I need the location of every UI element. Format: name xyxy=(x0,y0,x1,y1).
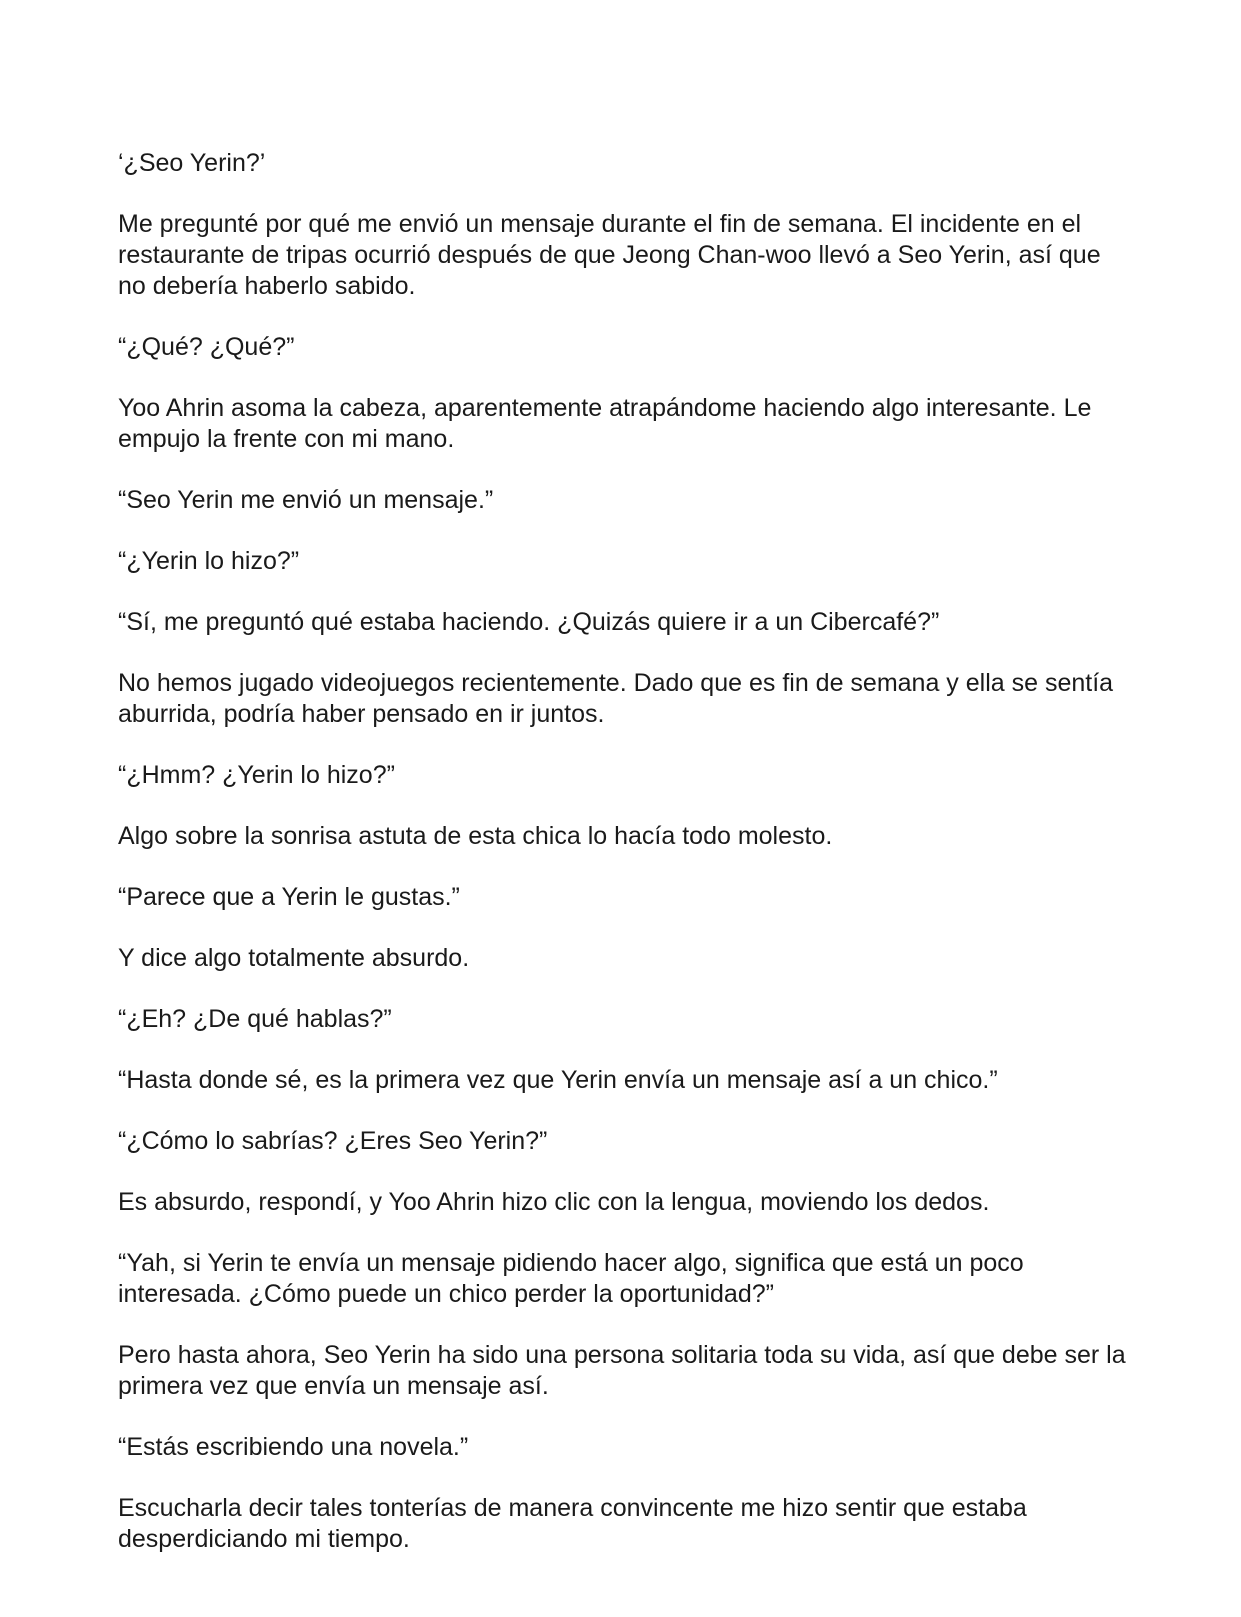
paragraph-narration: No hemos jugado videojuegos recientemente. Dado que es fin de semana y ella se sentía aburrida, podría haber pensado en ir juntos. xyxy=(118,669,1114,728)
paragraph-dialogue: “Sí, me preguntó qué estaba haciendo. ¿Quizás quiere ir a un Cibercafé?” xyxy=(118,608,940,636)
paragraph-dialogue: “Estás escribiendo una novela.” xyxy=(118,1433,469,1461)
paragraph-narration: Es absurdo, respondí, y Yoo Ahrin hizo clic con la lengua, moviendo los dedos. xyxy=(118,1188,990,1216)
paragraph-dialogue: “Seo Yerin me envió un mensaje.” xyxy=(118,486,494,514)
paragraph-dialogue: “Hasta donde sé, es la primera vez que Yerin envía un mensaje así a un chico.” xyxy=(118,1066,998,1094)
paragraph-dialogue: “¿Qué? ¿Qué?” xyxy=(118,333,295,361)
paragraph-dialogue: “Yah, si Yerin te envía un mensaje pidiendo hacer algo, significa que está un poco interesada. ¿Cómo puede un chico perder la oportunidad?” xyxy=(118,1249,1024,1308)
paragraph-narration: Yoo Ahrin asoma la cabeza, aparentemente atrapándome haciendo algo interesante. Le empujo la frente con mi mano. xyxy=(118,394,1092,453)
paragraph-narration: Y dice algo totalmente absurdo. xyxy=(118,944,470,972)
paragraph-dialogue: “¿Cómo lo sabrías? ¿Eres Seo Yerin?” xyxy=(118,1127,548,1155)
paragraph-narration: Me pregunté por qué me envió un mensaje durante el fin de semana. El incidente en el restaurante de tripas ocurrió después de que Jeong Chan-woo llevó a Seo Yerin, así que no debería haberlo sabido. xyxy=(118,210,1101,300)
paragraph-dialogue: “Parece que a Yerin le gustas.” xyxy=(118,883,460,911)
paragraph-dialogue: “¿Yerin lo hizo?” xyxy=(118,547,300,575)
paragraph-dialogue: “¿Eh? ¿De qué hablas?” xyxy=(118,1005,392,1033)
document-body xyxy=(118,148,1128,1585)
paragraph-dialogue: “¿Hmm? ¿Yerin lo hizo?” xyxy=(118,761,395,789)
paragraph-inner-thought: ‘¿Seo Yerin?’ xyxy=(118,149,266,177)
paragraph-narration: Escucharla decir tales tonterías de manera convincente me hizo sentir que estaba desperdiciando mi tiempo. xyxy=(118,1494,1027,1553)
paragraph-narration: Pero hasta ahora, Seo Yerin ha sido una persona solitaria toda su vida, así que debe ser la primera vez que envía un mensaje así. xyxy=(118,1341,1126,1400)
paragraph-narration: Algo sobre la sonrisa astuta de esta chica lo hacía todo molesto. xyxy=(118,822,833,850)
